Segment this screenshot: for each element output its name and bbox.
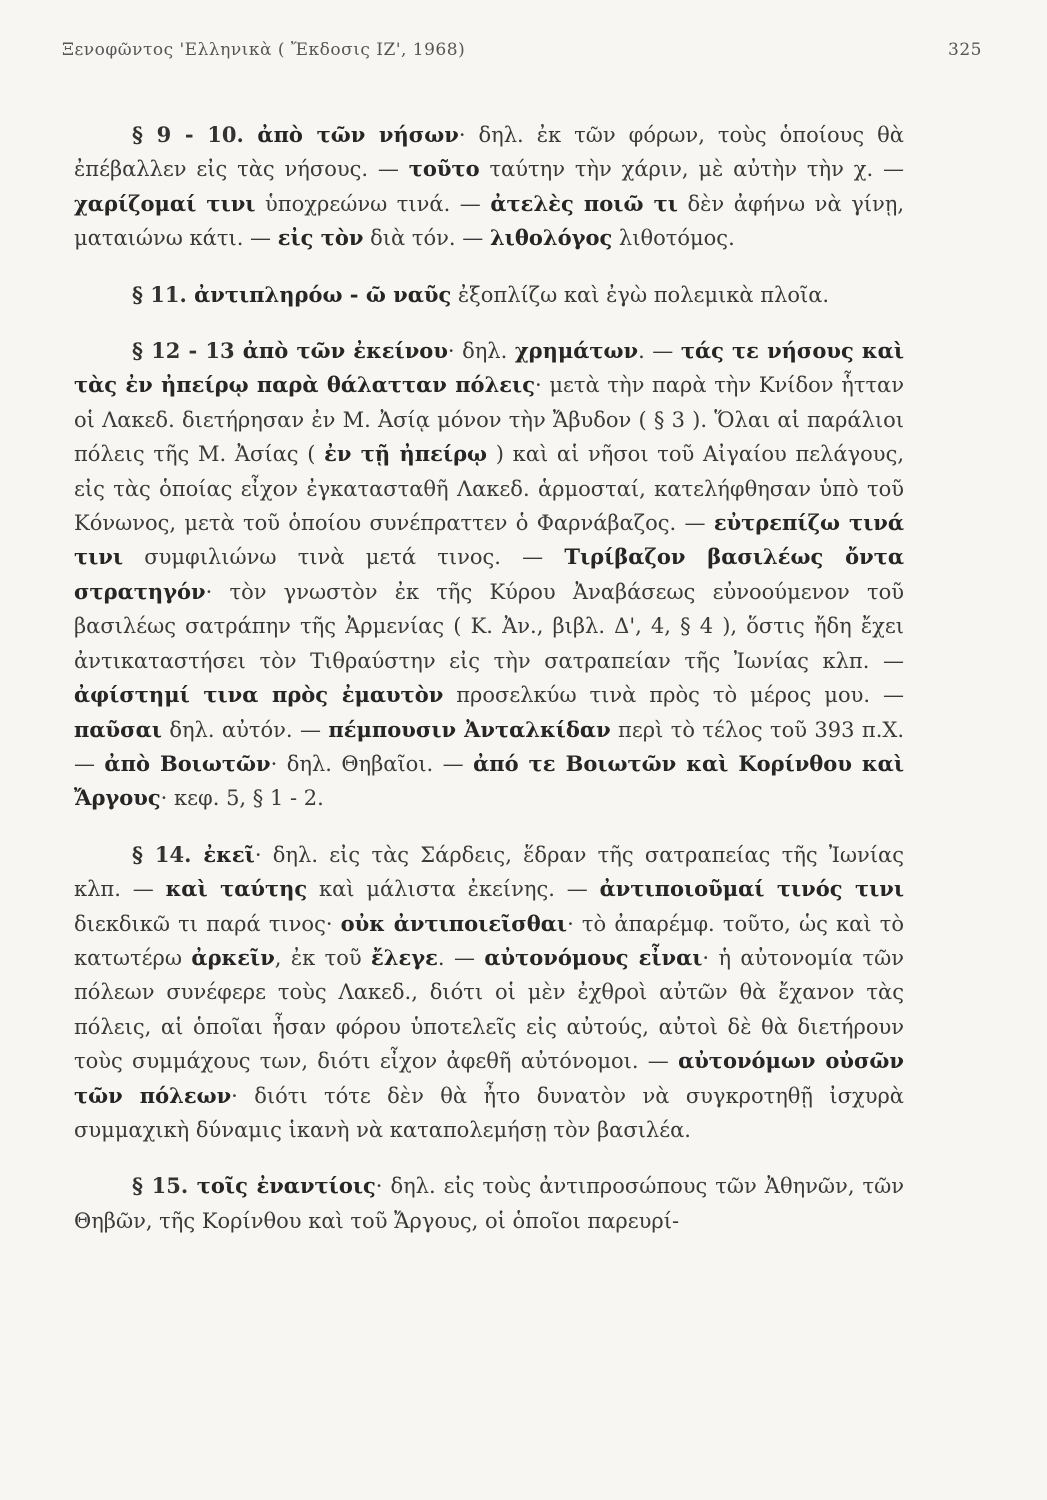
lemma-text: εἰς τὸν xyxy=(277,225,364,251)
lemma-text: ἀτελὲς ποιῶ τι xyxy=(490,190,678,216)
commentary-paragraph xyxy=(74,1169,904,1238)
gloss-text: λιθοτόμος. xyxy=(612,226,735,251)
gloss-text: διὰ τόν. — xyxy=(363,226,490,251)
gloss-text: διεκδικῶ τι παρά τινος· xyxy=(74,911,341,936)
lemma-text: ἐν τῇ ἠπείρῳ xyxy=(324,441,488,467)
commentary-paragraph xyxy=(74,334,904,816)
lemma-text: οὐκ ἀντιποιεῖσθαι xyxy=(340,910,568,936)
gloss-text: · τὸν γνωστὸν ἐκ τῆς Κύρου Ἀναβάσεως εὐνοούμενον τοῦ βασιλέως σατράπην τῆς Ἀρμενίας ( Κ. Ἀν., βιβλ. Δ', 4, § 4 ), ὅστις ἤδη ἔχει ἀντικαταστήσει τὸν Τιθραύστην εἰς τὴν σατραπείαν τῆς Ἰωνίας κλπ. — xyxy=(74,579,904,673)
gloss-text: . — xyxy=(437,945,485,970)
commentary-paragraph xyxy=(74,118,904,256)
lemma-text: Τιρίβαζον βασιλέως ὄντα στρατηγόν xyxy=(74,544,904,604)
gloss-text: ὑποχρεώνω τινά. — xyxy=(255,191,491,216)
lemma-text: εὐτρεπίζω τινά τινι xyxy=(74,510,904,570)
lemma-text: ἀρκεῖν xyxy=(191,944,275,970)
running-header xyxy=(62,40,982,72)
lemma-text: ἀφίστημί τινα πρὸς ἐμαυτὸν xyxy=(74,682,444,708)
lemma-text: ἀντιποιοῦμαί τινός τινι xyxy=(599,876,905,902)
gloss-text: · κεφ. 5, § 1 - 2. xyxy=(160,786,324,811)
gloss-text: συμφιλιώνω τινὰ μετά τινος. — xyxy=(123,545,565,570)
lemma-text: καὶ ταύτης xyxy=(165,876,308,902)
gloss-text: προσελκύω τινὰ πρὸς τὸ μέρος μου. — xyxy=(443,683,904,708)
page-number: 325 xyxy=(948,40,982,60)
lemma-text: παῦσαι xyxy=(74,716,162,742)
gloss-text: δὲν ἀφήνω νὰ γίνῃ, ματαιώνω κάτι. — xyxy=(74,191,905,251)
section-marker: § 14. xyxy=(132,841,204,867)
gloss-text: περὶ τὸ τέλος τοῦ 393 π.Χ. — xyxy=(74,717,905,776)
lemma-text: τάς τε νήσους καὶ τὰς ἐν ἠπείρῳ παρὰ θάλατταν πόλεις xyxy=(74,338,904,398)
commentary-paragraph xyxy=(74,278,904,312)
section-marker: § 9 - 10. xyxy=(132,122,258,147)
gloss-text: · δηλ. ἐκ τῶν φόρων, τοὺς ὁποίους θὰ ἐπέβαλλεν εἰς τὰς νήσους. — xyxy=(74,123,904,182)
gloss-text: ) καὶ αἱ νῆσοι τοῦ Αἰγαίου πελάγους, εἰς τὰς ὁποίας εἶχον ἐγκατασταθῆ Λακεδ. ἁρμοσταί, κατελήφθησαν ὑπὸ τοῦ Κόνωνος, μετὰ τοῦ ὁποίου συνέπραττεν ὁ Φαρνάβαζος. — xyxy=(74,442,905,536)
section-marker: § 15. xyxy=(132,1173,197,1199)
gloss-text: · δηλ. εἰς τὰς Σάρδεις, ἕδραν τῆς σατραπείας τῆς Ἰωνίας κλπ. — xyxy=(74,842,904,902)
lemma-text: ἀπὸ τῶν ἐκείνου xyxy=(242,338,448,364)
lemma-text: ἐκεῖ xyxy=(203,841,255,867)
gloss-text: . — xyxy=(638,339,681,364)
gloss-text: καὶ μάλιστα ἐκείνης. — xyxy=(307,877,600,902)
gloss-text: · τὸ ἀπαρέμφ. τοῦτο, ὡς καὶ τὸ κατωτέρω xyxy=(74,911,904,970)
lemma-text: ἔλεγε xyxy=(371,944,438,970)
lemma-text: χαρίζομαί τινι xyxy=(74,190,256,216)
gloss-text: · ἡ αὐτονομία τῶν πόλεων συνέφερε τοὺς Λακεδ., διότι οἱ μὲν ἐχθροὶ αὐτῶν θὰ ἔχανον τὰς πόλεις, αἱ ὁποῖαι ἦσαν φόρου ὑποτελεῖς εἰς αὐτούς, αὐτοὶ δὲ θὰ διετήρουν τοὺς συμμάχους των, διότι εἶχον ἀφεθῆ αὐτόνομοι. — xyxy=(74,945,905,1074)
lemma-text: τοῦτο xyxy=(408,156,480,182)
lemma-text: ἀπό τε Βοιωτῶν καὶ Κορίνθου καὶ Ἄργους xyxy=(74,750,904,811)
section-marker: § 12 - 13 xyxy=(132,338,243,364)
running-title: Ξενοφῶντος 'Ελληνικὰ ( Ἔκδοσις ΙΖ', 1968) xyxy=(62,40,466,60)
gloss-text: · δηλ. εἰς τοὺς ἀντιπροσώπους τῶν Ἀθηνῶν, τῶν Θηβῶν, τῆς Κορίνθου καὶ τοῦ Ἄργους, οἱ ὁποῖοι παρευρί- xyxy=(74,1174,904,1233)
lemma-text: ἀντιπληρόω - ῶ ναῦς xyxy=(194,281,452,307)
gloss-text: · δηλ. Θηβαῖοι. — xyxy=(270,751,474,776)
lemma-text: αὐτονόμους εἶναι xyxy=(484,944,703,970)
lemma-text: λιθολόγος xyxy=(489,225,613,251)
gloss-text: · διότι τότε δὲν θὰ ἦτο δυνατὸν νὰ συγκροτηθῇ ἰσχυρὰ συμμαχικὴ δύναμις ἱκανὴ νὰ καταπολεμήσῃ τὸν βασιλέα. xyxy=(74,1083,904,1142)
lemma-text: ἀπὸ Βοιωτῶν xyxy=(104,750,271,776)
lemma-text: πέμπουσιν Ἀνταλκίδαν xyxy=(328,716,611,742)
gloss-text: δηλ. αὐτόν. — xyxy=(161,717,329,742)
lemma-text: ἀπὸ τῶν νήσων xyxy=(257,122,459,147)
commentary-paragraph xyxy=(74,838,904,1148)
gloss-text: , ἐκ τοῦ xyxy=(274,945,372,970)
lemma-text: χρημάτων xyxy=(514,338,639,364)
section-marker: § 11. xyxy=(132,281,195,307)
gloss-text: ταύτην τὴν χάριν, μὲ αὐτὴν τὴν χ. — xyxy=(479,157,904,182)
gloss-text: ἐξοπλίζω καὶ ἐγὼ πολεμικὰ πλοῖα. xyxy=(451,282,830,307)
lemma-text: τοῖς ἐναντίοις xyxy=(196,1173,376,1199)
gloss-text: · δηλ. xyxy=(447,339,515,364)
commentary-body xyxy=(74,118,904,1260)
lemma-text: αὐτονόμων οὐσῶν τῶν πόλεων xyxy=(74,1048,904,1108)
gloss-text: · μετὰ τὴν παρὰ τὴν Κνίδον ἧτταν οἱ Λακεδ. διετήρησαν ἐν Μ. Ἀσίᾳ μόνον τὴν Ἄβυδον ( § 3 ). Ὅλαι αἱ παράλιοι πόλεις τῆς Μ. Ἀσίας ( xyxy=(74,373,905,467)
